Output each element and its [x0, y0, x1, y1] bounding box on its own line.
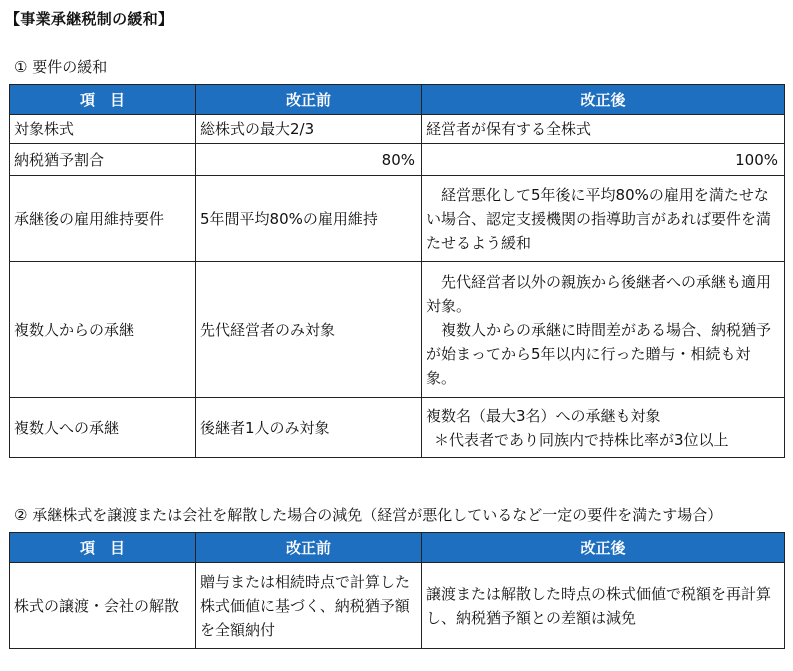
row-before: 先代経営者のみ対象	[196, 262, 422, 398]
row-after: 経営悪化して5年後に平均80%の雇用を満たせない場合、認定支援機関の指導助言があれば要件を満たせるよう緩和	[422, 176, 785, 262]
row-before: 総株式の最大2/3	[196, 115, 422, 144]
header-item: 項 目	[10, 533, 196, 563]
section-2-heading: ② 承継株式を譲渡または会社を解散した場合の減免（経営が悪化しているなど一定の要件を満たす場合）	[14, 506, 723, 524]
table-row	[10, 262, 785, 398]
header-after: 改正後	[422, 85, 785, 115]
table-row	[10, 115, 785, 144]
after-line: 複数人からの承継に時間差がある場合、納税猶予が始まってから5年以内に行った贈与・相続も対象。	[426, 320, 772, 387]
page-title: 【事業承継税制の緩和】	[5, 10, 174, 28]
header-item: 項 目	[10, 85, 196, 115]
table-header-row	[10, 85, 785, 115]
header-before: 改正前	[196, 85, 422, 115]
row-item: 株式の譲渡・会社の解散	[10, 563, 196, 649]
header-before: 改正前	[196, 533, 422, 563]
row-before: 5年間平均80%の雇用維持	[196, 176, 422, 262]
row-after: 100%	[422, 144, 785, 176]
row-item: 複数人からの承継	[10, 262, 196, 398]
requirements-table	[9, 84, 785, 458]
after-line: 複数名（最大3名）への承継も対象	[426, 406, 661, 425]
row-before: 80%	[196, 144, 422, 176]
table-row	[10, 176, 785, 262]
row-after: 譲渡または解散した時点の株式価値で税額を再計算し、納税猶予額との差額は減免	[422, 563, 785, 649]
row-item: 複数人への承継	[10, 398, 196, 458]
row-item: 対象株式	[10, 115, 196, 144]
row-item: 納税猶予割合	[10, 144, 196, 176]
row-before: 後継者1人のみ対象	[196, 398, 422, 458]
row-after: 経営者が保有する全株式	[422, 115, 785, 144]
row-before: 贈与または相続時点で計算した株式価値に基づく、納税猶予額を全額納付	[196, 563, 422, 649]
exemption-table	[9, 532, 785, 649]
row-after	[422, 398, 785, 458]
row-item: 承継後の雇用維持要件	[10, 176, 196, 262]
table-header-row	[10, 533, 785, 563]
header-after: 改正後	[422, 533, 785, 563]
section-1-heading: ① 要件の緩和	[14, 58, 108, 76]
row-after	[422, 262, 785, 398]
after-line: 先代経営者以外の親族から後継者への承継も適用対象。	[426, 272, 772, 315]
table-row	[10, 144, 785, 176]
table-row	[10, 563, 785, 649]
after-note: ＊代表者であり同族内で持株比率が3位以上	[434, 430, 729, 449]
table-row	[10, 398, 785, 458]
